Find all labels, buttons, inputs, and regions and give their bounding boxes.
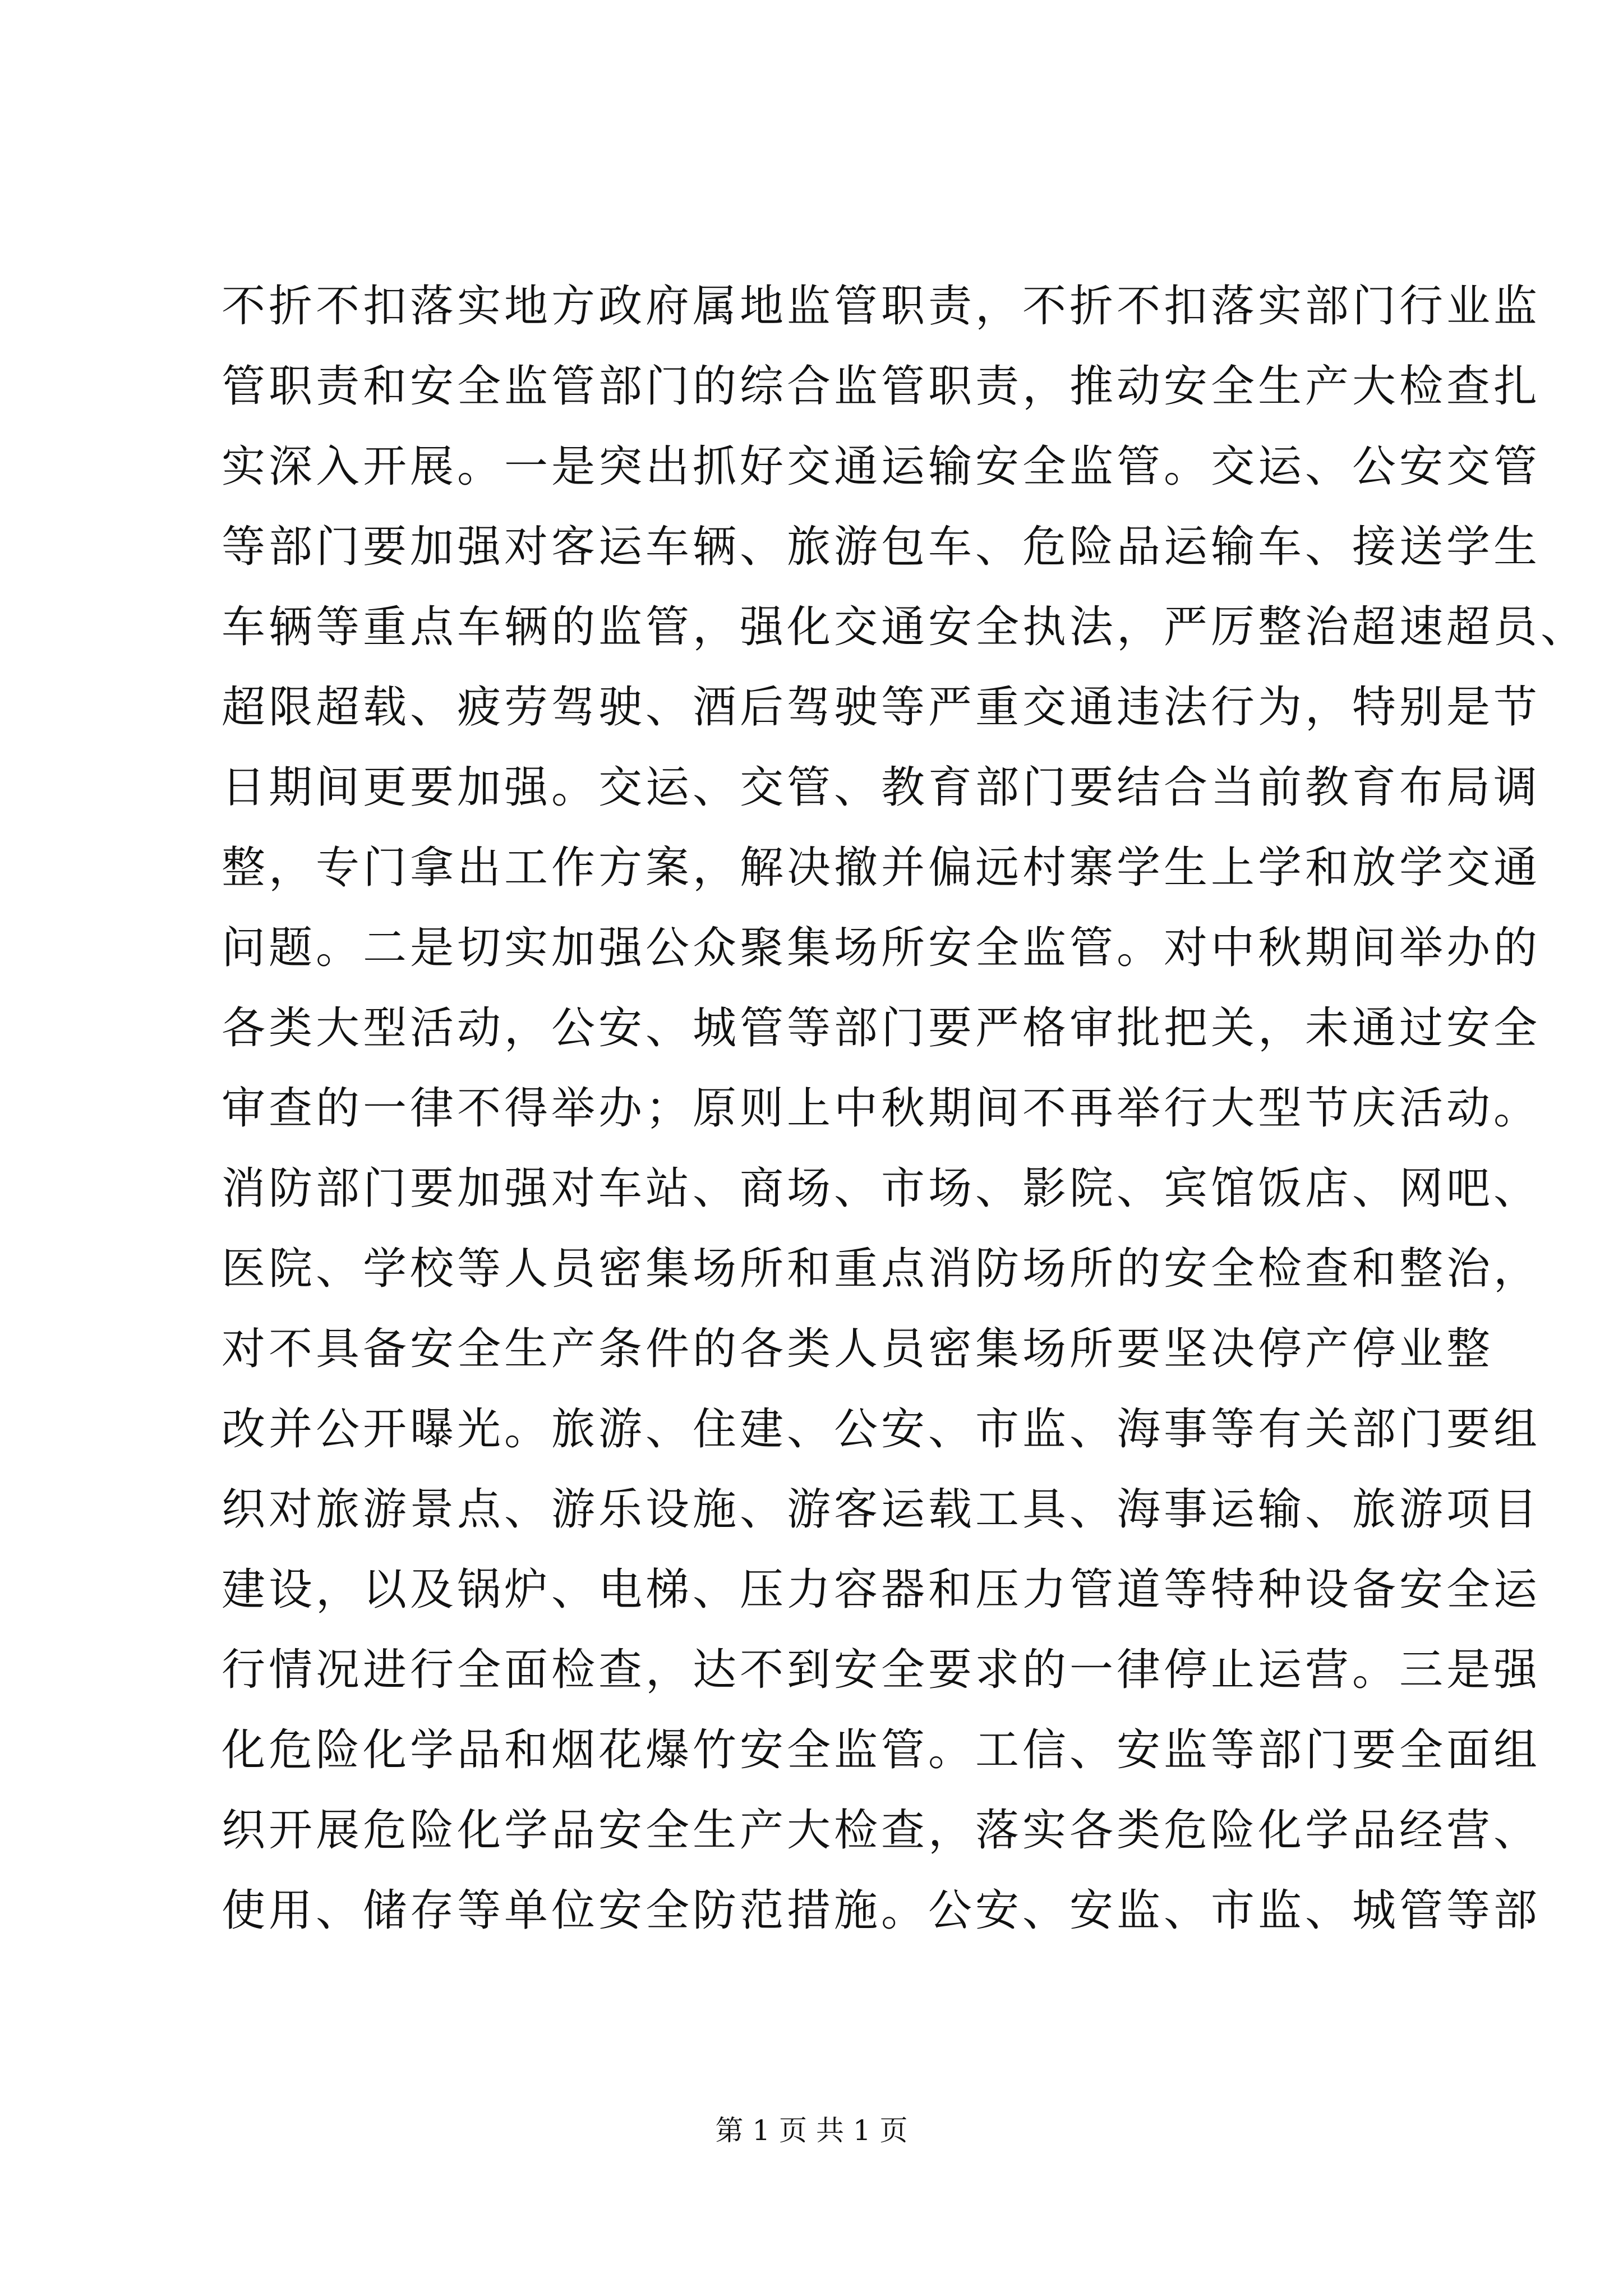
- text-line: 建设，以及锅炉、电梯、压力容器和压力管道等特种设备安全运: [222, 1565, 1541, 1615]
- text-line: 织开展危险化学品安全生产大检查，落实各类危险化学品经营、: [222, 1805, 1541, 1856]
- text-line: 整，专门拿出工作方案，解决撤并偏远村寨学生上学和放学交通: [222, 843, 1541, 893]
- text-line: 医院、学校等人员密集场所和重点消防场所的安全检查和整治，: [222, 1244, 1541, 1294]
- text-line: 问题。二是切实加强公众聚集场所安全监管。对中秋期间举办的: [222, 923, 1541, 973]
- text-line: 行情况进行全面检查，达不到安全要求的一律停止运营。三是强: [222, 1645, 1541, 1695]
- text-line: 改并公开曝光。旅游、住建、公安、市监、海事等有关部门要组: [222, 1404, 1541, 1455]
- text-line: 不折不扣落实地方政府属地监管职责，不折不扣落实部门行业监: [222, 281, 1541, 332]
- text-line: 超限超载、疲劳驾驶、酒后驾驶等严重交通违法行为，特别是节: [222, 682, 1541, 733]
- text-line: 消防部门要加强对车站、商场、市场、影院、宾馆饭店、网吧、: [222, 1163, 1541, 1214]
- page-footer: [0, 2108, 1623, 2148]
- text-line: 审查的一律不得举办；原则上中秋期间不再举行大型节庆活动。: [222, 1083, 1541, 1134]
- text-line: 各类大型活动，公安、城管等部门要严格审批把关，未通过安全: [222, 1003, 1541, 1053]
- text-line: 使用、储存等单位安全防范措施。公安、安监、市监、城管等部: [222, 1885, 1541, 1936]
- body-paragraph: [222, 266, 1588, 1951]
- text-line: 等部门要加强对客运车辆、旅游包车、危险品运输车、接送学生: [222, 522, 1541, 572]
- text-line: 车辆等重点车辆的监管，强化交通安全执法，严厉整治超速超员、: [222, 602, 1588, 652]
- text-line: 管职责和安全监管部门的综合监管职责，推动安全生产大检查扎: [222, 361, 1541, 412]
- text-line: 对不具备安全生产条件的各类人员密集场所要坚决停产停业整: [222, 1324, 1494, 1374]
- page-number: 第 1 页 共 1 页: [715, 2114, 908, 2147]
- text-line: 织对旅游景点、游乐设施、游客运载工具、海事运输、旅游项目: [222, 1484, 1541, 1535]
- text-line: 化危险化学品和烟花爆竹安全监管。工信、安监等部门要全面组: [222, 1725, 1541, 1775]
- text-line: 日期间更要加强。交运、交管、教育部门要结合当前教育布局调: [222, 762, 1541, 813]
- text-line: 实深入开展。一是突出抓好交通运输安全监管。交运、公安交管: [222, 441, 1541, 492]
